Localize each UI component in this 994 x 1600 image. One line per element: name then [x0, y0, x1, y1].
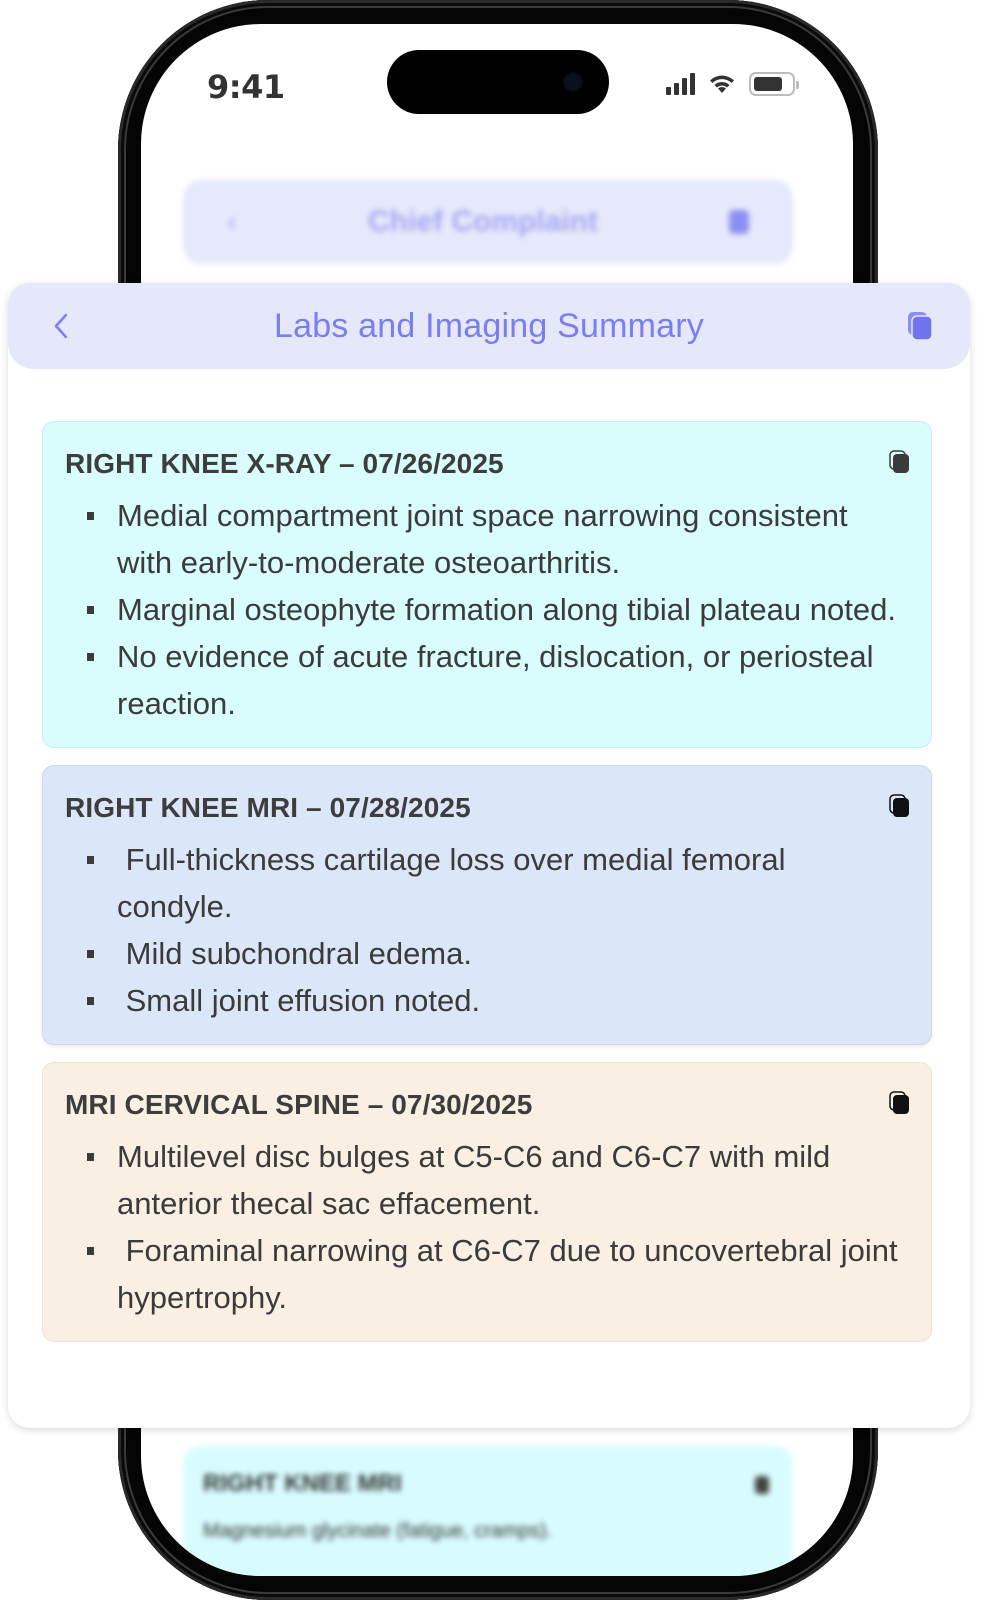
copy-icon — [889, 1091, 911, 1115]
back-button[interactable] — [46, 309, 76, 343]
finding-item: Mild subchondral edema. — [65, 930, 909, 977]
copy-card-button[interactable] — [889, 794, 911, 818]
imaging-cards-list — [42, 421, 932, 1359]
findings-list — [65, 492, 909, 727]
finding-item: Foraminal narrowing at C6-C7 due to uncovertebral joint hypertrophy. — [65, 1227, 909, 1321]
card-title: MRI CERVICAL SPINE – 07/30/2025 — [65, 1089, 533, 1120]
card-title: RIGHT KNEE X-RAY – 07/26/2025 — [65, 448, 504, 479]
finding-item: No evidence of acute fracture, dislocation, or periosteal reaction. — [65, 633, 909, 727]
background-card-text: Magnesium glycinate (fatigue, cramps). — [203, 1520, 553, 1542]
copy-icon — [889, 794, 911, 818]
finding-item: Multilevel disc bulges at C5-C6 and C6-C7 with mild anterior thecal sac effacement. — [65, 1133, 909, 1227]
card-title: RIGHT KNEE MRI – 07/28/2025 — [65, 792, 471, 823]
finding-item: Marginal osteophyte formation along tibial plateau noted. — [65, 586, 909, 633]
background-header — [183, 180, 793, 264]
status-time: 9:41 — [207, 68, 285, 106]
battery-icon — [749, 72, 795, 96]
background-card — [183, 1446, 793, 1576]
page-title: Labs and Imaging Summary — [273, 306, 705, 345]
imaging-card-cervical-mri — [42, 1062, 932, 1342]
copy-card-button[interactable] — [889, 450, 911, 474]
finding-item: Small joint effusion noted. — [65, 977, 909, 1024]
panel-header — [8, 283, 970, 369]
background-card-title: RIGHT KNEE MRI — [203, 1470, 402, 1497]
copy-icon — [729, 210, 749, 234]
imaging-card-knee-mri — [42, 765, 932, 1045]
chevron-left-icon — [52, 311, 70, 341]
labs-imaging-summary-panel — [8, 283, 970, 1428]
dynamic-island — [387, 50, 609, 114]
copy-icon — [889, 450, 911, 474]
finding-item: Medial compartment joint space narrowing consistent with early-to-moderate osteoarthritis. — [65, 492, 909, 586]
status-icons — [666, 72, 795, 96]
findings-list — [65, 836, 909, 1024]
wifi-icon — [707, 73, 737, 95]
finding-item: Full-thickness cartilage loss over medial femoral condyle. — [65, 836, 909, 930]
copy-icon — [755, 1476, 769, 1494]
findings-list — [65, 1133, 909, 1321]
chevron-left-icon: ‹ — [227, 205, 237, 238]
background-header-title: Chief Complaint — [368, 205, 598, 238]
imaging-card-xray — [42, 421, 932, 748]
copy-card-button[interactable] — [889, 1091, 911, 1115]
copy-all-button[interactable] — [906, 311, 934, 341]
cellular-signal-icon — [666, 73, 695, 95]
copy-icon — [906, 311, 934, 341]
camera-icon — [565, 74, 581, 90]
